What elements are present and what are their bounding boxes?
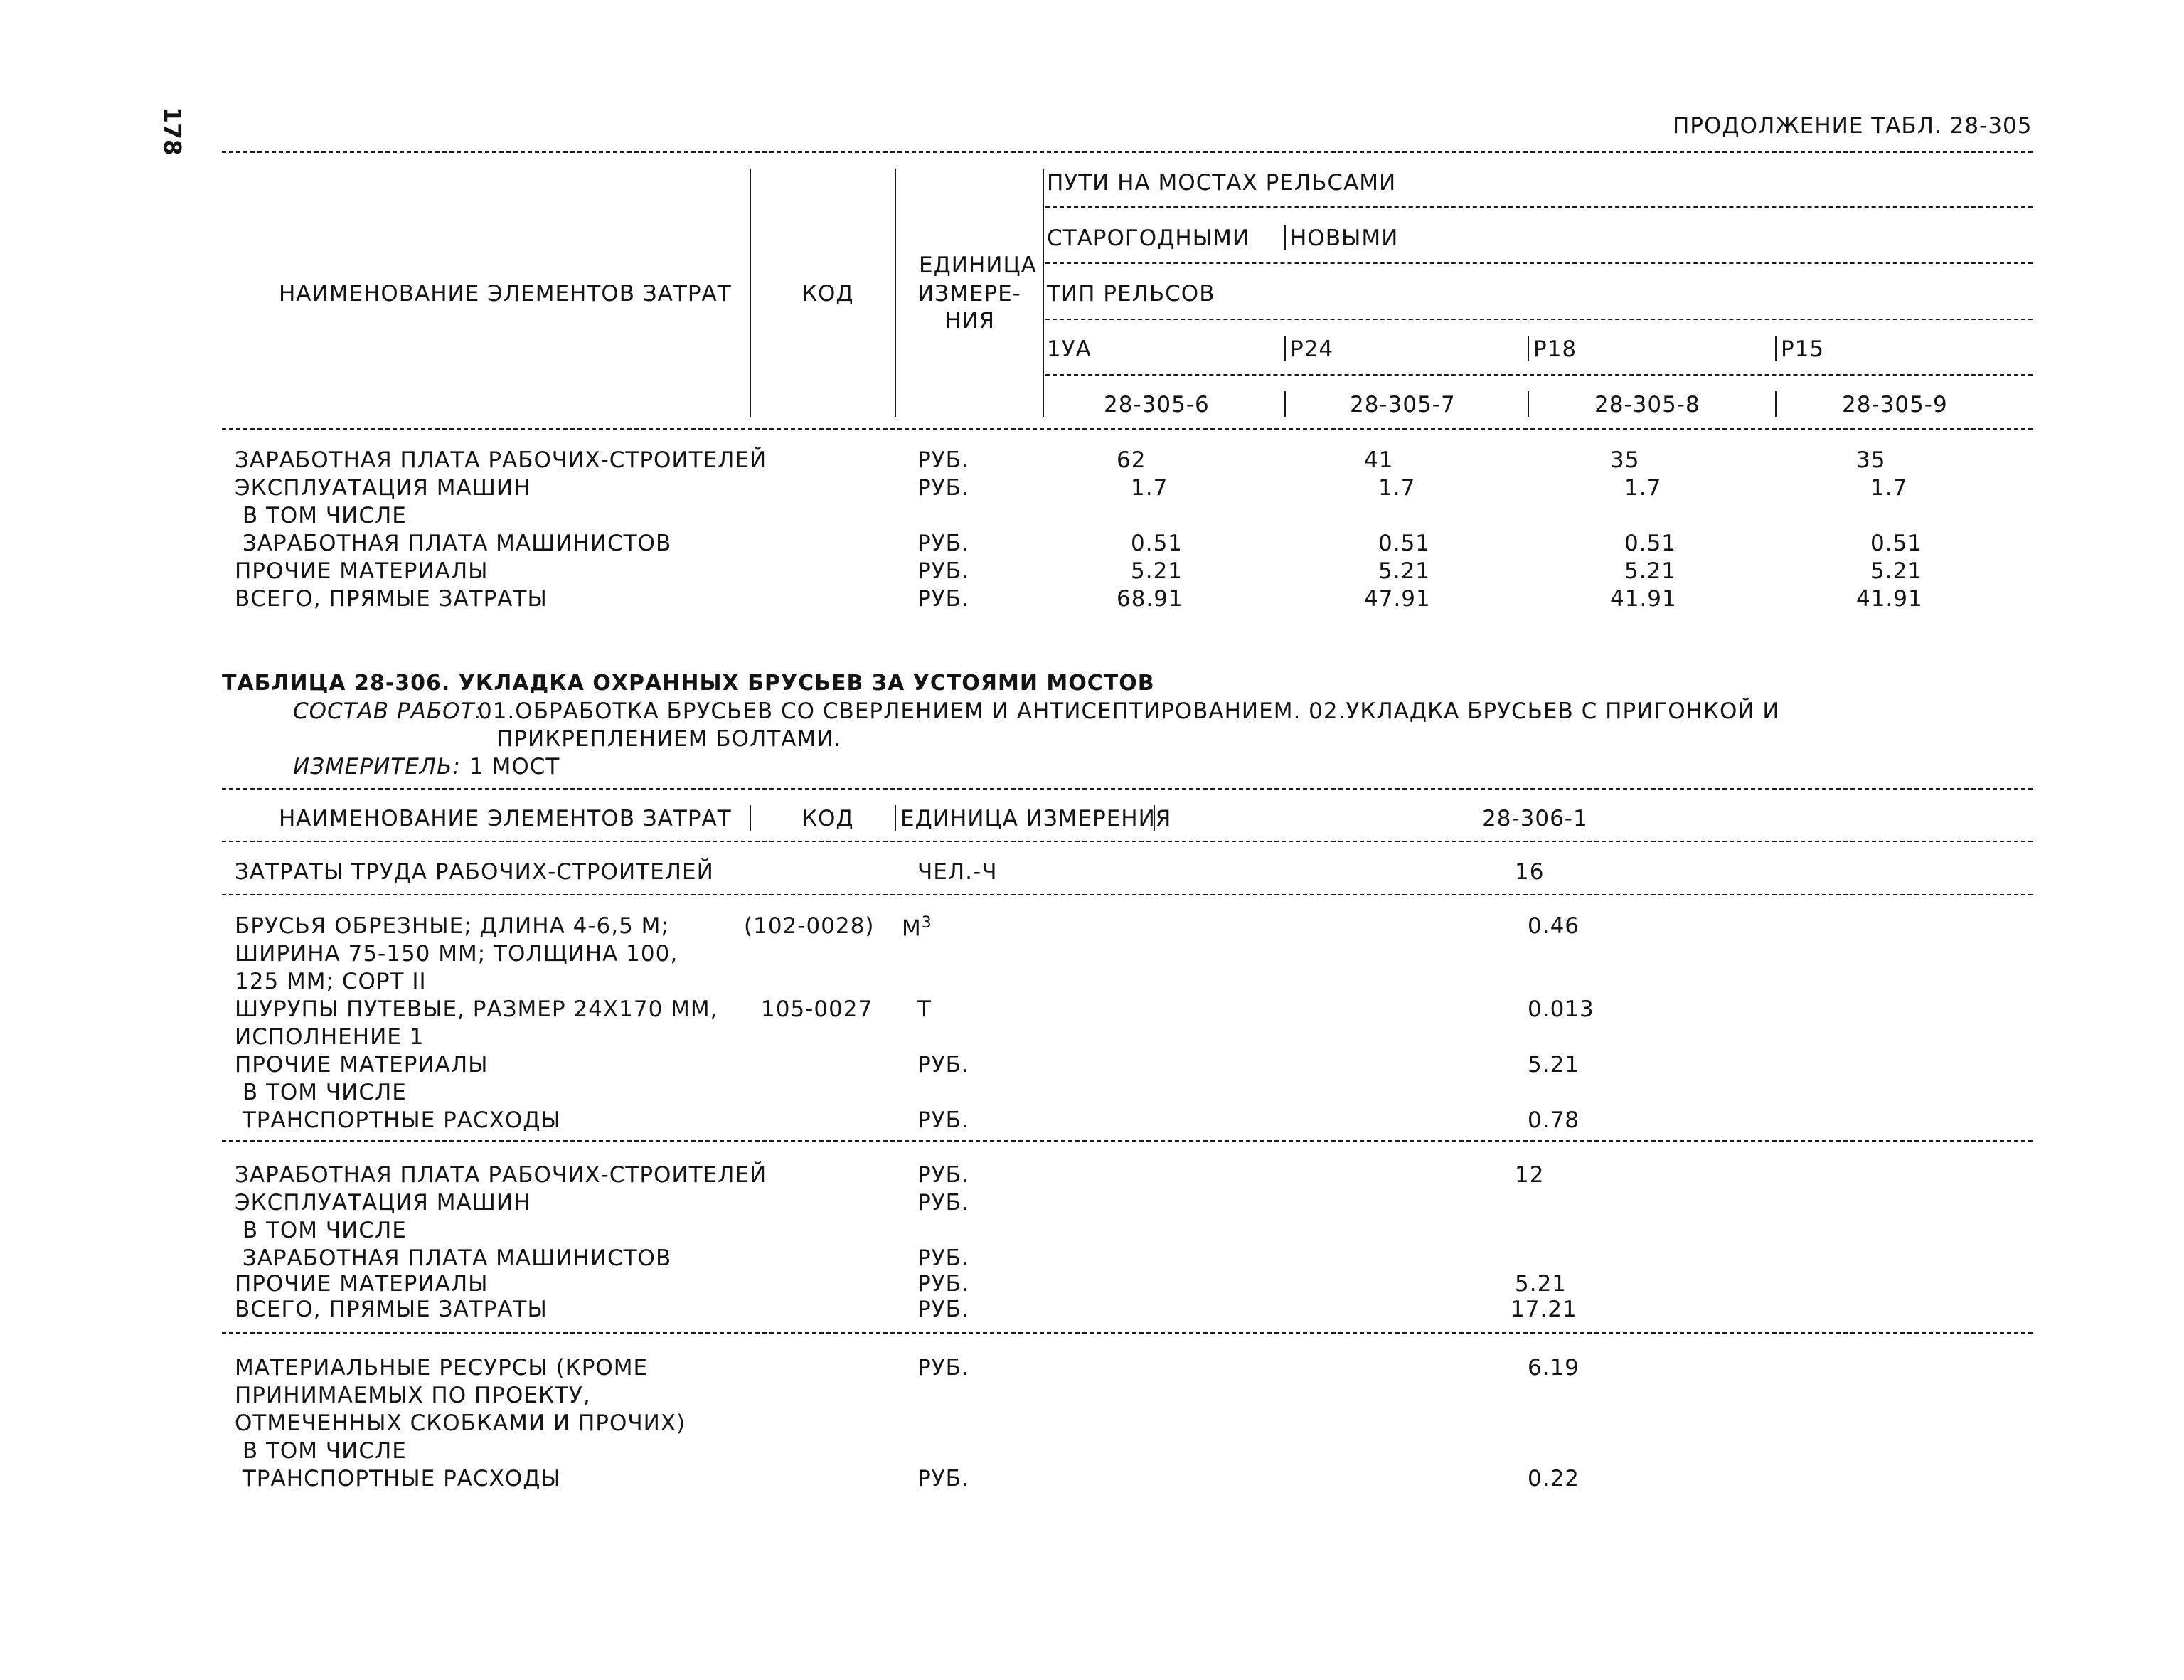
row-unit: РУБ.	[917, 558, 969, 584]
row-name: МАТЕРИАЛЬНЫЕ РЕСУРСЫ (КРОМЕ	[235, 1355, 649, 1381]
header-column-code: 28-306-1	[1482, 806, 1588, 831]
row-name-continued: ОТМЕЧЕННЫХ СКОБКАМИ И ПРОЧИХ)	[235, 1410, 686, 1436]
row-value: 5.21	[1131, 558, 1183, 584]
row-value: 5.21	[1515, 1271, 1567, 1297]
row-name-continued: ИСПОЛНЕНИЕ 1	[235, 1024, 425, 1050]
row-name: ЗАРАБОТНАЯ ПЛАТА МАШИНИСТОВ	[235, 531, 672, 556]
row-name-continued: ПРИНИМАЕМЫХ ПО ПРОЕКТУ,	[235, 1383, 591, 1408]
row-name: ТРАНСПОРТНЫЕ РАСХОДЫ	[235, 1107, 561, 1133]
row-unit: РУБ.	[917, 1052, 969, 1078]
row-unit: РУБ.	[917, 1190, 969, 1216]
header-group: ПУТИ НА МОСТАХ РЕЛЬСАМИ	[1047, 170, 1397, 196]
column-divider	[895, 169, 896, 417]
row-unit: Т	[917, 996, 932, 1022]
row-name-continued: ШИРИНА 75-150 ММ; ТОЛЩИНА 100,	[235, 941, 678, 967]
column-code: 28-305-6	[1104, 392, 1210, 418]
row-unit: РУБ.	[917, 531, 969, 556]
rail-type: Р24	[1290, 336, 1334, 362]
rail-type: 1УА	[1047, 336, 1092, 362]
row-name: ЗАРАБОТНАЯ ПЛАТА РАБОЧИХ-СТРОИТЕЛЕЙ	[235, 447, 767, 473]
row-value: 16	[1515, 859, 1545, 885]
row-name: ЗАРАБОТНАЯ ПЛАТА МАШИНИСТОВ	[235, 1245, 672, 1271]
row-value: 0.51	[1624, 531, 1677, 556]
row-value: 0.51	[1131, 531, 1183, 556]
header-name: НАИМЕНОВАНИЕ ЭЛЕМЕНТОВ ЗАТРАТ	[279, 806, 732, 831]
column-code: 28-305-7	[1350, 392, 1456, 418]
row-value: 68.91	[1117, 586, 1183, 612]
work-label: СОСТАВ РАБОТ:	[293, 698, 483, 724]
row-name: ПРОЧИЕ МАТЕРИАЛЫ	[235, 1052, 489, 1078]
column-divider	[1528, 391, 1529, 417]
row-value: 1.7	[1624, 475, 1662, 501]
header-unit-line1: ЕДИНИЦА	[919, 252, 1037, 278]
work-text-continued: ПРИКРЕПЛЕНИЕМ БОЛТАМИ.	[496, 726, 842, 752]
column-divider	[1284, 225, 1286, 250]
section-rule	[222, 1332, 2033, 1334]
column-divider	[1528, 336, 1529, 361]
column-divider	[1775, 391, 1777, 417]
row-value: 6.19	[1528, 1355, 1580, 1381]
measure-text: 1 МОСТ	[469, 754, 560, 780]
row-value: 0.51	[1378, 531, 1431, 556]
table-top-rule	[222, 151, 2033, 153]
table-title: ТАБЛИЦА 28-306. УКЛАДКА ОХРАННЫХ БРУСЬЕВ ЗА УСТОЯМИ МОСТОВ	[222, 671, 1155, 696]
row-name: ЭКСПЛУАТАЦИЯ МАШИН	[235, 1190, 531, 1216]
row-unit: РУБ.	[917, 447, 969, 473]
row-value: 0.46	[1528, 913, 1580, 939]
row-unit: РУБ.	[917, 586, 969, 612]
header-unit-line3: НИЯ	[944, 308, 996, 334]
row-value: 5.21	[1528, 1052, 1580, 1078]
row-name: БРУСЬЯ ОБРЕЗНЫЕ; ДЛИНА 4-6,5 М;	[235, 913, 669, 939]
row-name: ШУРУПЫ ПУТЕВЫЕ, РАЗМЕР 24Х170 ММ,	[235, 996, 718, 1022]
row-value: 12	[1515, 1162, 1545, 1188]
header-rail-type: ТИП РЕЛЬСОВ	[1047, 281, 1215, 307]
row-value: 35	[1610, 447, 1640, 473]
column-divider	[895, 805, 896, 831]
column-divider	[1043, 169, 1044, 417]
row-value: 41.91	[1856, 586, 1923, 612]
row-value: 62	[1117, 447, 1146, 473]
column-code: 28-305-9	[1842, 392, 1948, 418]
column-code: 28-305-8	[1594, 392, 1700, 418]
column-divider	[750, 169, 751, 417]
header-unit: ЕДИНИЦА ИЗМЕРЕНИЯ	[900, 806, 1172, 831]
row-value: 35	[1856, 447, 1886, 473]
row-value: 41.91	[1610, 586, 1677, 612]
row-unit: РУБ.	[917, 475, 969, 501]
row-name: В ТОМ ЧИСЛЕ	[235, 503, 407, 528]
row-code: (102-0028)	[744, 913, 875, 939]
measure-label: ИЗМЕРИТЕЛЬ:	[293, 754, 461, 780]
header-rule	[1045, 262, 2033, 264]
row-value: 5.21	[1870, 558, 1923, 584]
table-top-rule	[222, 788, 2033, 790]
unit-superscript: 3	[921, 914, 932, 932]
header-rule	[1045, 319, 2033, 320]
header-old-rails: СТАРОГОДНЫМИ	[1047, 225, 1250, 251]
row-value: 17.21	[1511, 1297, 1577, 1322]
row-name: В ТОМ ЧИСЛЕ	[235, 1438, 407, 1464]
row-name: ЗАРАБОТНАЯ ПЛАТА РАБОЧИХ-СТРОИТЕЛЕЙ	[235, 1162, 767, 1188]
row-value: 0.51	[1870, 531, 1923, 556]
section-rule	[222, 1140, 2033, 1142]
row-name: ПРОЧИЕ МАТЕРИАЛЫ	[235, 1271, 489, 1297]
header-unit-line2: ИЗМЕРЕ-	[917, 281, 1021, 307]
row-value: 0.22	[1528, 1466, 1580, 1492]
row-value: 0.013	[1528, 996, 1594, 1022]
header-new-rails: НОВЫМИ	[1290, 225, 1399, 251]
row-value: 1.7	[1378, 475, 1416, 501]
row-name: ВСЕГО, ПРЯМЫЕ ЗАТРАТЫ	[235, 586, 548, 612]
header-code: КОД	[801, 281, 854, 307]
row-unit: РУБ.	[917, 1297, 969, 1322]
header-rule	[1045, 374, 2033, 376]
page-number: 178	[159, 107, 186, 156]
column-divider	[1284, 391, 1286, 417]
rail-type: Р15	[1781, 336, 1825, 362]
row-name: ВСЕГО, ПРЯМЫЕ ЗАТРАТЫ	[235, 1297, 548, 1322]
row-name: В ТОМ ЧИСЛЕ	[235, 1218, 407, 1243]
row-value: 0.78	[1528, 1107, 1580, 1133]
header-code: КОД	[801, 806, 854, 831]
column-divider	[1154, 805, 1155, 831]
header-name: НАИМЕНОВАНИЕ ЭЛЕМЕНТОВ ЗАТРАТ	[279, 281, 732, 307]
row-unit: РУБ.	[917, 1245, 969, 1271]
row-value: 5.21	[1624, 558, 1677, 584]
row-unit: РУБ.	[917, 1107, 969, 1133]
row-name: ЗАТРАТЫ ТРУДА РАБОЧИХ-СТРОИТЕЛЕЙ	[235, 859, 714, 885]
row-value: 5.21	[1378, 558, 1431, 584]
row-unit: РУБ.	[917, 1162, 969, 1188]
continuation-label: ПРОДОЛЖЕНИЕ ТАБЛ. 28-305	[1673, 113, 2033, 139]
row-value: 1.7	[1870, 475, 1908, 501]
row-unit: $М^3$	[902, 914, 932, 942]
header-bottom-rule	[222, 428, 2033, 430]
row-name: ЭКСПЛУАТАЦИЯ МАШИН	[235, 475, 531, 501]
row-unit: ЧЕЛ.-Ч	[917, 859, 998, 885]
row-unit: РУБ.	[917, 1355, 969, 1381]
column-divider	[1775, 336, 1777, 361]
row-name: ТРАНСПОРТНЫЕ РАСХОДЫ	[235, 1466, 561, 1492]
row-value: 41	[1364, 447, 1394, 473]
row-value: 47.91	[1364, 586, 1431, 612]
section-rule	[222, 894, 2033, 895]
row-value: 1.7	[1131, 475, 1168, 501]
row-name-continued: 125 ММ; СОРТ II	[235, 969, 427, 994]
row-name: В ТОМ ЧИСЛЕ	[235, 1080, 407, 1105]
row-unit: РУБ.	[917, 1271, 969, 1297]
row-code: 105-0027	[761, 996, 873, 1022]
row-unit: РУБ.	[917, 1466, 969, 1492]
header-bottom-rule	[222, 841, 2033, 842]
header-rule	[1045, 206, 2033, 208]
row-name: ПРОЧИЕ МАТЕРИАЛЫ	[235, 558, 489, 584]
rail-type: Р18	[1533, 336, 1577, 362]
column-divider	[750, 805, 751, 831]
column-divider	[1284, 336, 1286, 361]
work-text: 01.ОБРАБОТКА БРУСЬЕВ СО СВЕРЛЕНИЕМ И АНТИСЕПТИРОВАНИЕМ. 02.УКЛАДКА БРУСЬЕВ С ПРИГОНКОЙ И	[478, 698, 1780, 724]
